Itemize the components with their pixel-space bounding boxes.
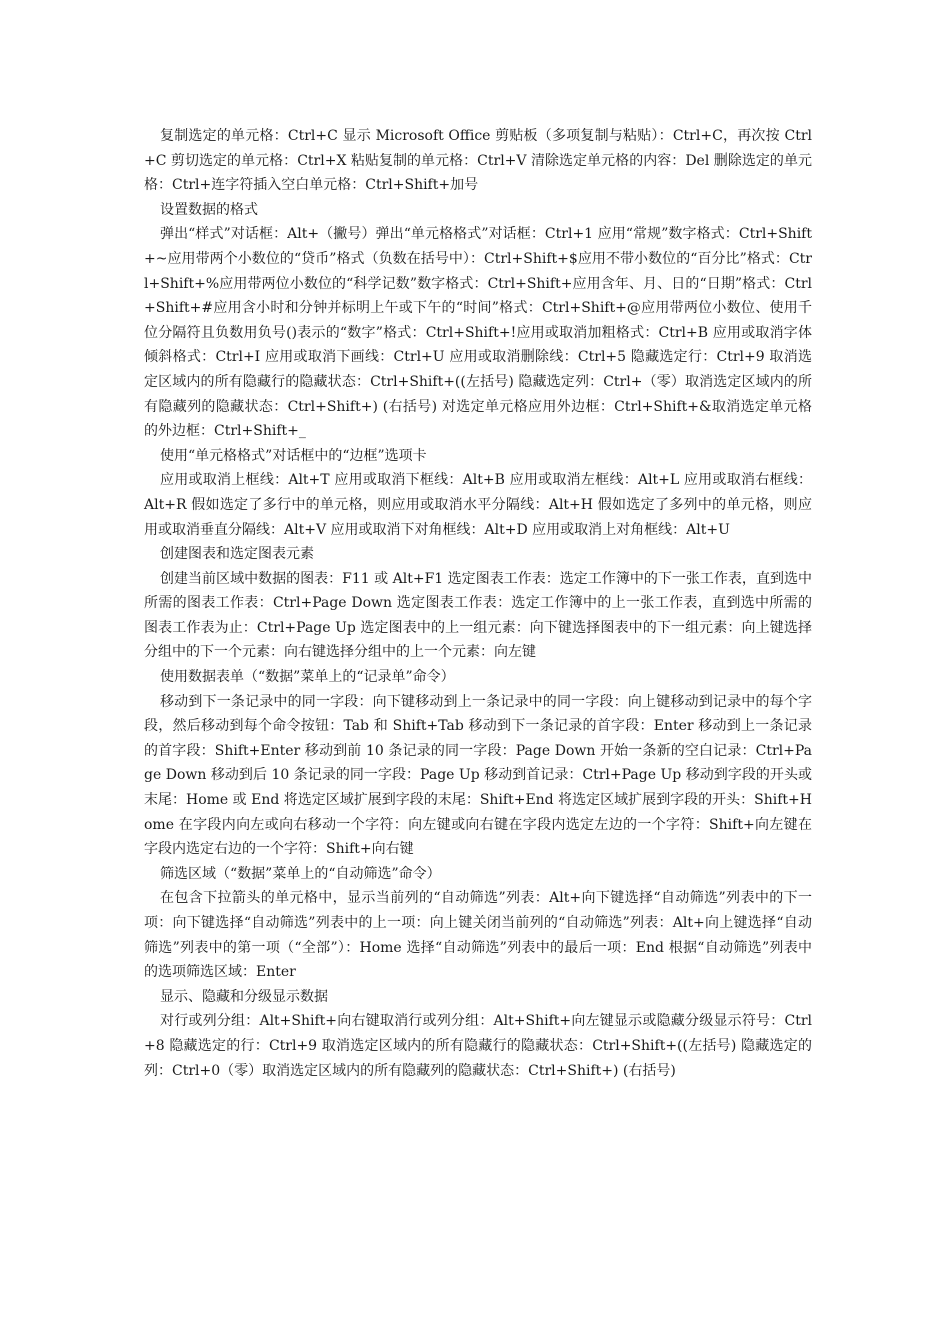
paragraph-border-tab: 应用或取消上框线：Alt+T 应用或取消下框线：Alt+B 应用或取消左框线：Alt+L 应用或取消右框线：Alt+R 假如选定了多行中的单元格，则应用或取消水平分隔线：Alt+H 假如选定了多列中的单元格，则应用或取消垂直分隔线：Alt+V 应用或取消下对角框线：Alt+D 应用或取消上对角框线：Alt+U — [144, 472, 812, 538]
heading-data-form: 使用数据表单（“数据”菜单上的“记录单”命令） — [160, 669, 455, 686]
heading-border-tab: 使用“单元格格式”对话框中的“边框”选项卡 — [160, 447, 427, 464]
paragraph-data-form: 移动到下一条记录中的同一字段：向下键移动到上一条记录中的同一字段：向上键移动到记录中的每个字段，然后移动到每个命令按钮：Tab 和 Shift+Tab 移动到下一条记录的首字段：Enter 移动到上一条记录的首字段：Shift+Enter 移动到前 10 条记录的同一字段：Page Down 开始一条新的空白记录：Ctrl+Page Down 移动到后 10 条记录的同一字段：Page Up 移动到首记录：Ctrl+Page Up 移动到字段的开头或末尾：Home 或 End 将选定区域扩展到字段的末尾：Shift+End 将选定区域扩展到字段的开头：Shift+Home 在字段内向左或向右移动一个字符：向左键或向右键在字段内选定左边的一个字符：Shift+向左键在字段内选定右边的一个字符：Shift+向右键 — [144, 693, 812, 858]
paragraph-copy-paste: 复制选定的单元格：Ctrl+C 显示 Microsoft Office 剪贴板（多项复制与粘贴）：Ctrl+C，再次按 Ctrl+C 剪切选定的单元格：Ctrl+X 粘贴复制的单元格：Ctrl+V 清除选定单元格的内容：Del 删除选定的单元格：Ctrl+连字符插入空白单元格：Ctrl+Shift+加号 — [144, 128, 812, 194]
heading-autofilter: 筛选区域（“数据”菜单上的“自动筛选”命令） — [160, 865, 441, 882]
paragraph-autofilter: 在包含下拉箭头的单元格中，显示当前列的“自动筛选”列表：Alt+向下键选择“自动筛选”列表中的下一项：向下键选择“自动筛选”列表中的上一项：向上键关闭当前列的“自动筛选”列表：Alt+向上键选择“自动筛选”列表中的第一项（“全部”）：Home 选择“自动筛选”列表中的最后一项：End 根据“自动筛选”列表中的选项筛选区域：Enter — [144, 890, 812, 981]
paragraph-outline: 对行或列分组：Alt+Shift+向右键取消行或列分组：Alt+Shift+向左键显示或隐藏分级显示符号：Ctrl+8 隐藏选定的行：Ctrl+9 取消选定区域内的所有隐藏行的隐藏状态：Ctrl+Shift+((左括号) 隐藏选定的列：Ctrl+0（零）取消选定区域内的所有隐藏列的隐藏状态：Ctrl+Shift+) (右括号) — [144, 1013, 812, 1079]
document-page — [144, 124, 812, 1083]
heading-outline: 显示、隐藏和分级显示数据 — [160, 988, 328, 1005]
paragraph-data-format: 弹出“样式”对话框：Alt+（撇号）弹出“单元格格式”对话框：Ctrl+1 应用“常规”数字格式：Ctrl+Shift+~应用带两个小数位的“贷币”格式（负数在括号中）：Ctrl+Shift+$应用不带小数位的“百分比”格式：Ctrl+Shift+%应用带两位小数位的“科学记数”数字格式：Ctrl+Shift+应用含年、月、日的“日期”格式：Ctrl+Shift+#应用含小时和分钟并标明上午或下午的“时间”格式：Ctrl+Shift+@应用带两位小数位、使用千位分隔符且负数用负号()表示的“数字”格式：Ctrl+Shift+!应用或取消加粗格式：Ctrl+B 应用或取消字体倾斜格式：Ctrl+I 应用或取消下画线：Ctrl+U 应用或取消删除线：Ctrl+5 隐藏选定行：Ctrl+9 取消选定区域内的所有隐藏行的隐藏状态：Ctrl+Shift+((左括号) 隐藏选定列：Ctrl+（零）取消选定区域内的所有隐藏列的隐藏状态：Ctrl+Shift+) (右括号) 对选定单元格应用外边框：Ctrl+Shift+&取消选定单元格的外边框：Ctrl+Shift+_ — [144, 226, 812, 440]
heading-charts: 创建图表和选定图表元素 — [160, 546, 314, 563]
paragraph-charts: 创建当前区域中数据的图表：F11 或 Alt+F1 选定图表工作表：选定工作簿中的下一张工作表，直到选中所需的图表工作表：Ctrl+Page Down 选定图表工作表：选定工作簿中的上一张工作表，直到选中所需的图表工作表为止：Ctrl+Page Up 选定图表中的上一组元素：向下键选择图表中的下一组元素：向上键选择分组中的下一个元素：向右键选择分组中的上一个元素：向左键 — [144, 570, 812, 661]
heading-data-format: 设置数据的格式 — [160, 201, 258, 218]
